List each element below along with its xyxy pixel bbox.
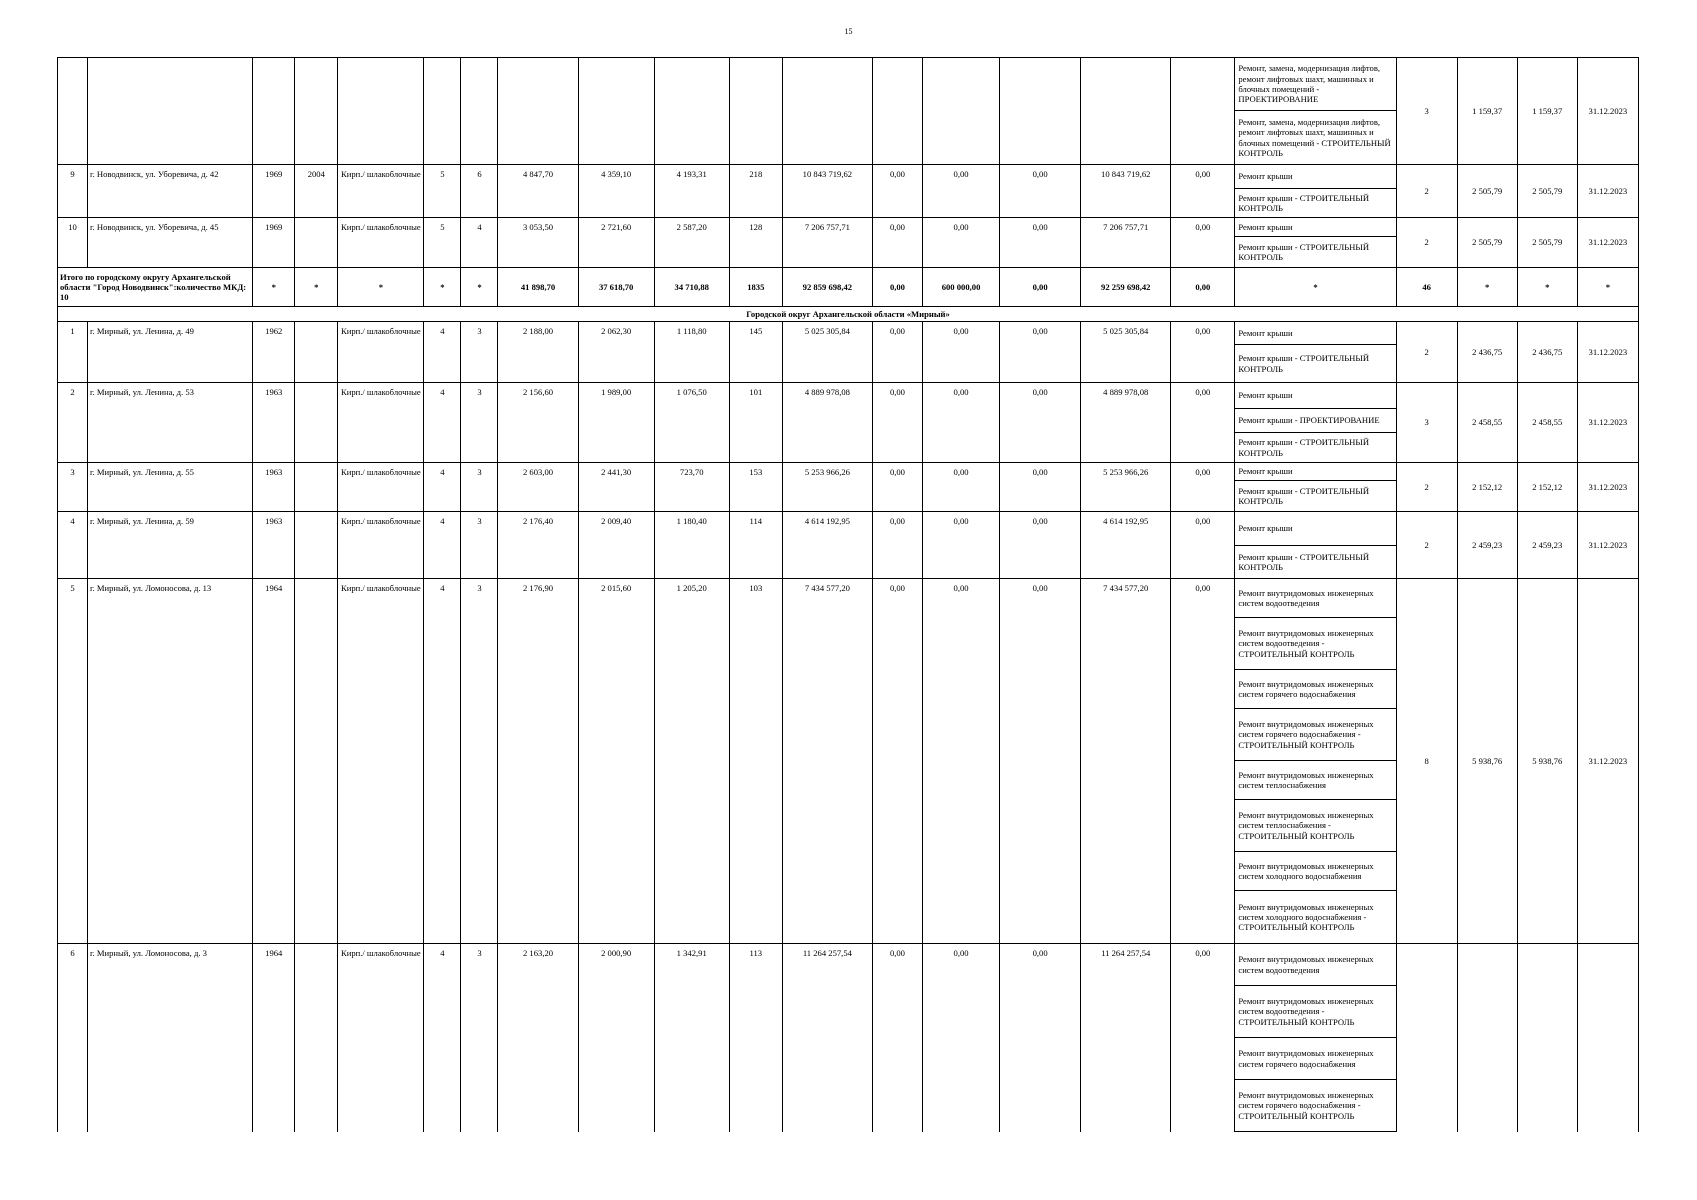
cell-unit-cost: 5 938,76 xyxy=(1457,579,1517,944)
cell-area-res-owned: 1 118,80 xyxy=(654,322,729,383)
cell-residents: 101 xyxy=(729,383,782,463)
work-item: Ремонт внутридомовых инженерных систем горячего водоснабжения - СТРОИТЕЛЬНЫЙ КОНТРОЛЬ xyxy=(1235,709,1395,761)
cell-fund-reg: 0,00 xyxy=(923,463,1000,512)
cell-max-cost: 2 458,55 xyxy=(1517,383,1577,463)
cell-floors: 4 xyxy=(424,944,461,1133)
cell-year-overhaul xyxy=(295,579,338,944)
cell-residents: 128 xyxy=(729,218,782,268)
cell-address: г. Новодвинск, ул. Уборевича, д. 45 xyxy=(88,218,253,268)
work-item: Ремонт внутридомовых инженерных систем теплоснабжения xyxy=(1235,761,1395,800)
cell-works: * xyxy=(1235,268,1396,307)
cell-works-count xyxy=(1396,944,1457,1133)
cell-works xyxy=(1235,322,1396,383)
works-list xyxy=(1235,944,1395,1132)
total-label: Итого по городскому округу Архангельской области "Город Новодвинск":количество МКД: 10 xyxy=(58,268,253,307)
cell-fund-mun: 0,00 xyxy=(1000,463,1081,512)
cell-wall: Кирп./ шлакоблочные xyxy=(338,383,424,463)
cell-unit-cost: 1 159,37 xyxy=(1457,58,1517,165)
cell-works xyxy=(1235,512,1396,579)
cell-entrances: 3 xyxy=(461,383,498,463)
cell-address: г. Мирный, ул. Ломоносова, д. 13 xyxy=(88,579,253,944)
cell-other: 0,00 xyxy=(1171,944,1235,1133)
work-item: Ремонт крыши - СТРОИТЕЛЬНЫЙ КОНТРОЛЬ xyxy=(1238,551,1370,572)
cell-fund-mun: 0,00 xyxy=(1000,165,1081,218)
cell-floors: 4 xyxy=(424,383,461,463)
cell-works xyxy=(1235,165,1396,218)
work-item: Ремонт крыши xyxy=(1235,218,1395,237)
cell-fund-fed: 0,00 xyxy=(872,268,922,307)
cell-works-count: 2 xyxy=(1396,463,1457,512)
work-item: Ремонт внутридомовых инженерных систем холодного водоснабжения xyxy=(1235,852,1395,891)
cell-deadline: 31.12.2023 xyxy=(1577,322,1638,383)
works-list xyxy=(1235,579,1395,943)
cell-floors: 4 xyxy=(424,463,461,512)
cell-max-cost: 2 505,79 xyxy=(1517,165,1577,218)
cell-works-count: 3 xyxy=(1396,383,1457,463)
cell-works-count: 2 xyxy=(1396,218,1457,268)
cell-area-res xyxy=(578,58,654,165)
cell-fund-reg: 0,00 xyxy=(923,512,1000,579)
cell-fund-owners: 5 253 966,26 xyxy=(1081,463,1171,512)
cell-other xyxy=(1171,58,1235,165)
cell-other: 0,00 xyxy=(1171,218,1235,268)
cell-fund-fed: 0,00 xyxy=(872,463,922,512)
total-row xyxy=(58,268,1639,307)
cell-other: 0,00 xyxy=(1171,512,1235,579)
works-list xyxy=(1235,512,1395,578)
work-item: Ремонт внутридомовых инженерных систем водоотведения - СТРОИТЕЛЬНЫЙ КОНТРОЛЬ xyxy=(1235,986,1395,1038)
work-item: Ремонт внутридомовых инженерных систем водоотведения xyxy=(1235,944,1395,986)
cell-cost-total: 11 264 257,54 xyxy=(782,944,872,1133)
work-item: Ремонт внутридомовых инженерных систем холодного водоснабжения - СТРОИТЕЛЬНЫЙ КОНТРОЛЬ xyxy=(1238,901,1374,933)
cell-floors xyxy=(424,58,461,165)
cell-num: 10 xyxy=(58,218,88,268)
cell-deadline: 31.12.2023 xyxy=(1577,58,1638,165)
cell-unit-cost: 2 459,23 xyxy=(1457,512,1517,579)
cell-num: 6 xyxy=(58,944,88,1133)
cell-year-built: 1964 xyxy=(253,944,295,1133)
cell-fund-reg: 0,00 xyxy=(923,944,1000,1133)
cell-year-built: 1969 xyxy=(253,165,295,218)
cell-fund-reg: 0,00 xyxy=(923,218,1000,268)
cell-year-built: * xyxy=(253,268,295,307)
cell-other: 0,00 xyxy=(1171,268,1235,307)
cell-area-res: 2 009,40 xyxy=(578,512,654,579)
cell-residents: 113 xyxy=(729,944,782,1133)
cell-year-overhaul: 2004 xyxy=(295,165,338,218)
cell-entrances: 3 xyxy=(461,944,498,1133)
cell-address: г. Новодвинск, ул. Уборевича, д. 42 xyxy=(88,165,253,218)
cell-fund-reg: 0,00 xyxy=(923,579,1000,944)
cell-unit-cost: * xyxy=(1457,268,1517,307)
cell-year-overhaul xyxy=(295,944,338,1133)
cell-wall: * xyxy=(338,268,424,307)
table-row xyxy=(58,322,1639,383)
cell-deadline: * xyxy=(1577,268,1638,307)
cell-area-res: 2 015,60 xyxy=(578,579,654,944)
cell-fund-owners: 7 434 577,20 xyxy=(1081,579,1171,944)
cell-year-built xyxy=(253,58,295,165)
cell-works xyxy=(1235,944,1396,1133)
cell-num xyxy=(58,58,88,165)
work-item: Ремонт крыши - ПРОЕКТИРОВАНИЕ xyxy=(1235,409,1395,433)
cell-area-total: 41 898,70 xyxy=(498,268,578,307)
cell-max-cost: 2 459,23 xyxy=(1517,512,1577,579)
cell-fund-owners xyxy=(1081,58,1171,165)
cell-area-res-owned xyxy=(654,58,729,165)
cell-address: г. Мирный, ул. Ленина, д. 59 xyxy=(88,512,253,579)
table-row xyxy=(58,383,1639,463)
cell-works-count: 2 xyxy=(1396,165,1457,218)
cell-unit-cost xyxy=(1457,944,1517,1133)
work-item: Ремонт крыши xyxy=(1235,165,1395,189)
cell-fund-reg: 600 000,00 xyxy=(923,268,1000,307)
cell-residents: 153 xyxy=(729,463,782,512)
cell-works xyxy=(1235,463,1396,512)
cell-entrances: 3 xyxy=(461,322,498,383)
cell-area-res-owned: 1 205,20 xyxy=(654,579,729,944)
cell-fund-owners: 92 259 698,42 xyxy=(1081,268,1171,307)
cell-fund-mun: 0,00 xyxy=(1000,579,1081,944)
cell-wall: Кирп./ шлакоблочные xyxy=(338,463,424,512)
cell-area-res: 2 441,30 xyxy=(578,463,654,512)
cell-wall: Кирп./ шлакоблочные xyxy=(338,579,424,944)
cell-unit-cost: 2 505,79 xyxy=(1457,218,1517,268)
cell-deadline: 31.12.2023 xyxy=(1577,383,1638,463)
work-item: Ремонт внутридомовых инженерных систем горячего водоснабжения xyxy=(1235,670,1395,709)
work-item: Ремонт, замена, модернизация лифтов, ремонт лифтовых шахт, машинных и блочных помещений - СТРОИТЕЛЬНЫЙ КОНТРОЛЬ xyxy=(1238,116,1391,158)
work-item: Ремонт внутридомовых инженерных систем водоотведения - СТРОИТЕЛЬНЫЙ КОНТРОЛЬ xyxy=(1235,618,1395,670)
cell-unit-cost: 2 152,12 xyxy=(1457,463,1517,512)
cell-fund-fed: 0,00 xyxy=(872,944,922,1133)
cell-fund-fed: 0,00 xyxy=(872,218,922,268)
cell-unit-cost: 2 458,55 xyxy=(1457,383,1517,463)
cell-wall: Кирп./ шлакоблочные xyxy=(338,322,424,383)
cell-fund-owners: 10 843 719,62 xyxy=(1081,165,1171,218)
cell-num: 3 xyxy=(58,463,88,512)
cell-works-count: 46 xyxy=(1396,268,1457,307)
cell-num: 2 xyxy=(58,383,88,463)
cell-year-overhaul xyxy=(295,58,338,165)
cell-fund-reg xyxy=(923,58,1000,165)
works-list xyxy=(1235,218,1395,267)
cell-cost-total: 4 614 192,95 xyxy=(782,512,872,579)
cell-wall: Кирп./ шлакоблочные xyxy=(338,218,424,268)
cell-fund-owners: 4 614 192,95 xyxy=(1081,512,1171,579)
works-list xyxy=(1235,58,1395,164)
cell-entrances: 3 xyxy=(461,512,498,579)
cell-area-total: 2 176,40 xyxy=(498,512,578,579)
cell-deadline: 31.12.2023 xyxy=(1577,463,1638,512)
overhaul-program-table xyxy=(57,57,1639,1132)
cell-residents: 103 xyxy=(729,579,782,944)
cell-year-built: 1963 xyxy=(253,383,295,463)
cell-year-built: 1962 xyxy=(253,322,295,383)
cell-unit-cost: 2 436,75 xyxy=(1457,322,1517,383)
cell-fund-fed: 0,00 xyxy=(872,165,922,218)
cell-year-overhaul: * xyxy=(295,268,338,307)
work-item: Ремонт, замена, модернизация лифтов, ремонт лифтовых шахт, машинных и блочных помещений - ПРОЕКТИРОВАНИЕ xyxy=(1235,58,1395,111)
table-row xyxy=(58,512,1639,579)
cell-other: 0,00 xyxy=(1171,383,1235,463)
cell-area-res-owned: 1 076,50 xyxy=(654,383,729,463)
cell-area-res: 2 062,30 xyxy=(578,322,654,383)
table-row xyxy=(58,944,1639,1133)
cell-area-res-owned: 723,70 xyxy=(654,463,729,512)
cell-residents xyxy=(729,58,782,165)
cell-works xyxy=(1235,218,1396,268)
cell-area-res-owned: 34 710,88 xyxy=(654,268,729,307)
cell-year-overhaul xyxy=(295,383,338,463)
cell-area-total: 2 603,00 xyxy=(498,463,578,512)
cell-num: 5 xyxy=(58,579,88,944)
table-row xyxy=(58,58,1639,165)
cell-year-overhaul xyxy=(295,512,338,579)
cell-cost-total: 5 025 305,84 xyxy=(782,322,872,383)
cell-fund-owners: 4 889 978,08 xyxy=(1081,383,1171,463)
cell-num: 9 xyxy=(58,165,88,218)
works-list xyxy=(1235,383,1395,462)
cell-year-built: 1969 xyxy=(253,218,295,268)
cell-residents: 114 xyxy=(729,512,782,579)
work-item: Ремонт крыши - СТРОИТЕЛЬНЫЙ КОНТРОЛЬ xyxy=(1238,437,1370,458)
cell-entrances xyxy=(461,58,498,165)
cell-residents: 218 xyxy=(729,165,782,218)
table-row xyxy=(58,218,1639,268)
cell-unit-cost: 2 505,79 xyxy=(1457,165,1517,218)
cell-fund-owners: 5 025 305,84 xyxy=(1081,322,1171,383)
cell-num: 4 xyxy=(58,512,88,579)
work-item: Ремонт крыши - СТРОИТЕЛЬНЫЙ КОНТРОЛЬ xyxy=(1238,192,1370,213)
cell-fund-mun: 0,00 xyxy=(1000,268,1081,307)
cell-works xyxy=(1235,383,1396,463)
works-list xyxy=(1235,322,1395,382)
cell-floors: 4 xyxy=(424,512,461,579)
cell-fund-reg: 0,00 xyxy=(923,165,1000,218)
cell-fund-mun: 0,00 xyxy=(1000,218,1081,268)
cell-fund-mun: 0,00 xyxy=(1000,512,1081,579)
cell-address xyxy=(88,58,253,165)
table-row xyxy=(58,463,1639,512)
work-item: Ремонт крыши xyxy=(1235,383,1395,409)
section-header-row xyxy=(58,307,1639,322)
cell-year-overhaul xyxy=(295,218,338,268)
cell-fund-owners: 11 264 257,54 xyxy=(1081,944,1171,1133)
cell-area-total: 2 176,90 xyxy=(498,579,578,944)
cell-address: г. Мирный, ул. Ленина, д. 53 xyxy=(88,383,253,463)
cell-deadline: 31.12.2023 xyxy=(1577,579,1638,944)
work-item: Ремонт крыши xyxy=(1235,463,1395,481)
cell-floors: * xyxy=(424,268,461,307)
cell-num: 1 xyxy=(58,322,88,383)
work-item: Ремонт крыши xyxy=(1235,512,1395,546)
work-item: Ремонт внутридомовых инженерных систем теплоснабжения - СТРОИТЕЛЬНЫЙ КОНТРОЛЬ xyxy=(1235,800,1395,852)
cell-entrances: 6 xyxy=(461,165,498,218)
cell-wall: Кирп./ шлакоблочные xyxy=(338,512,424,579)
cell-max-cost: 2 152,12 xyxy=(1517,463,1577,512)
cell-area-res: 2 000,90 xyxy=(578,944,654,1133)
cell-fund-fed: 0,00 xyxy=(872,322,922,383)
cell-cost-total: 4 889 978,08 xyxy=(782,383,872,463)
cell-residents: 1835 xyxy=(729,268,782,307)
work-item: Ремонт крыши - СТРОИТЕЛЬНЫЙ КОНТРОЛЬ xyxy=(1238,353,1370,374)
cell-area-res-owned: 1 180,40 xyxy=(654,512,729,579)
cell-area-total: 2 163,20 xyxy=(498,944,578,1133)
cell-area-total: 2 156,60 xyxy=(498,383,578,463)
cell-works xyxy=(1235,58,1396,165)
cell-entrances: 4 xyxy=(461,218,498,268)
cell-cost-total: 7 206 757,71 xyxy=(782,218,872,268)
cell-fund-fed: 0,00 xyxy=(872,579,922,944)
works-list xyxy=(1235,165,1395,217)
cell-wall: Кирп./ шлакоблочные xyxy=(338,944,424,1133)
cell-fund-fed: 0,00 xyxy=(872,512,922,579)
cell-year-overhaul xyxy=(295,322,338,383)
work-item: Ремонт внутридомовых инженерных систем горячего водоснабжения - СТРОИТЕЛЬНЫЙ КОНТРОЛЬ xyxy=(1235,1080,1395,1132)
cell-address: г. Мирный, ул. Ленина, д. 49 xyxy=(88,322,253,383)
cell-entrances: * xyxy=(461,268,498,307)
cell-deadline: 31.12.2023 xyxy=(1577,512,1638,579)
cell-year-built: 1964 xyxy=(253,579,295,944)
cell-fund-mun: 0,00 xyxy=(1000,322,1081,383)
cell-wall: Кирп./ шлакоблочные xyxy=(338,165,424,218)
cell-deadline: 31.12.2023 xyxy=(1577,165,1638,218)
cell-other: 0,00 xyxy=(1171,165,1235,218)
cell-other: 0,00 xyxy=(1171,322,1235,383)
cell-entrances: 3 xyxy=(461,579,498,944)
cell-floors: 5 xyxy=(424,218,461,268)
cell-area-res: 2 721,60 xyxy=(578,218,654,268)
cell-fund-mun: 0,00 xyxy=(1000,383,1081,463)
cell-area-res-owned: 1 342,91 xyxy=(654,944,729,1133)
cell-works-count: 3 xyxy=(1396,58,1457,165)
work-item: Ремонт внутридомовых инженерных систем горячего водоснабжения xyxy=(1235,1038,1395,1080)
cell-fund-owners: 7 206 757,71 xyxy=(1081,218,1171,268)
work-item: Ремонт крыши - СТРОИТЕЛЬНЫЙ КОНТРОЛЬ xyxy=(1238,485,1370,506)
table-row xyxy=(58,579,1639,944)
cell-max-cost: 2 505,79 xyxy=(1517,218,1577,268)
table-row xyxy=(58,165,1639,218)
cell-area-res-owned: 2 587,20 xyxy=(654,218,729,268)
cell-floors: 4 xyxy=(424,322,461,383)
table-body xyxy=(58,58,1639,1133)
cell-cost-total: 10 843 719,62 xyxy=(782,165,872,218)
cell-works-count: 2 xyxy=(1396,322,1457,383)
cell-year-built: 1963 xyxy=(253,463,295,512)
cell-floors: 5 xyxy=(424,165,461,218)
cell-max-cost: 1 159,37 xyxy=(1517,58,1577,165)
cell-cost-total xyxy=(782,58,872,165)
cell-works-count: 8 xyxy=(1396,579,1457,944)
cell-cost-total: 5 253 966,26 xyxy=(782,463,872,512)
cell-fund-reg: 0,00 xyxy=(923,322,1000,383)
cell-works xyxy=(1235,579,1396,944)
cell-fund-mun: 0,00 xyxy=(1000,944,1081,1133)
cell-entrances: 3 xyxy=(461,463,498,512)
work-item: Ремонт внутридомовых инженерных систем водоотведения xyxy=(1235,579,1395,618)
cell-area-total: 3 053,50 xyxy=(498,218,578,268)
work-item: Ремонт крыши - СТРОИТЕЛЬНЫЙ КОНТРОЛЬ xyxy=(1238,241,1370,262)
cell-area-total xyxy=(498,58,578,165)
section-title: Городской округ Архангельской области «Мирный» xyxy=(58,307,1639,322)
cell-area-res: 1 989,00 xyxy=(578,383,654,463)
cell-floors: 4 xyxy=(424,579,461,944)
cell-area-res-owned: 4 193,31 xyxy=(654,165,729,218)
cell-cost-total: 92 859 698,42 xyxy=(782,268,872,307)
cell-max-cost xyxy=(1517,944,1577,1133)
cell-wall xyxy=(338,58,424,165)
page-number: 15 xyxy=(844,27,853,36)
cell-max-cost: 2 436,75 xyxy=(1517,322,1577,383)
cell-fund-fed xyxy=(872,58,922,165)
cell-other: 0,00 xyxy=(1171,463,1235,512)
cell-address: г. Мирный, ул. Ломоносова, д. 3 xyxy=(88,944,253,1133)
cell-cost-total: 7 434 577,20 xyxy=(782,579,872,944)
cell-max-cost: 5 938,76 xyxy=(1517,579,1577,944)
work-item: Ремонт крыши xyxy=(1235,322,1395,345)
cell-deadline: 31.12.2023 xyxy=(1577,218,1638,268)
cell-deadline xyxy=(1577,944,1638,1133)
cell-other: 0,00 xyxy=(1171,579,1235,944)
cell-address: г. Мирный, ул. Ленина, д. 55 xyxy=(88,463,253,512)
cell-fund-reg: 0,00 xyxy=(923,383,1000,463)
cell-max-cost: * xyxy=(1517,268,1577,307)
cell-works-count: 2 xyxy=(1396,512,1457,579)
cell-year-built: 1963 xyxy=(253,512,295,579)
cell-area-res: 4 359,10 xyxy=(578,165,654,218)
cell-area-total: 2 188,00 xyxy=(498,322,578,383)
works-list xyxy=(1235,463,1395,511)
cell-fund-fed: 0,00 xyxy=(872,383,922,463)
cell-year-overhaul xyxy=(295,463,338,512)
cell-fund-mun xyxy=(1000,58,1081,165)
cell-area-total: 4 847,70 xyxy=(498,165,578,218)
cell-area-res: 37 618,70 xyxy=(578,268,654,307)
cell-residents: 145 xyxy=(729,322,782,383)
